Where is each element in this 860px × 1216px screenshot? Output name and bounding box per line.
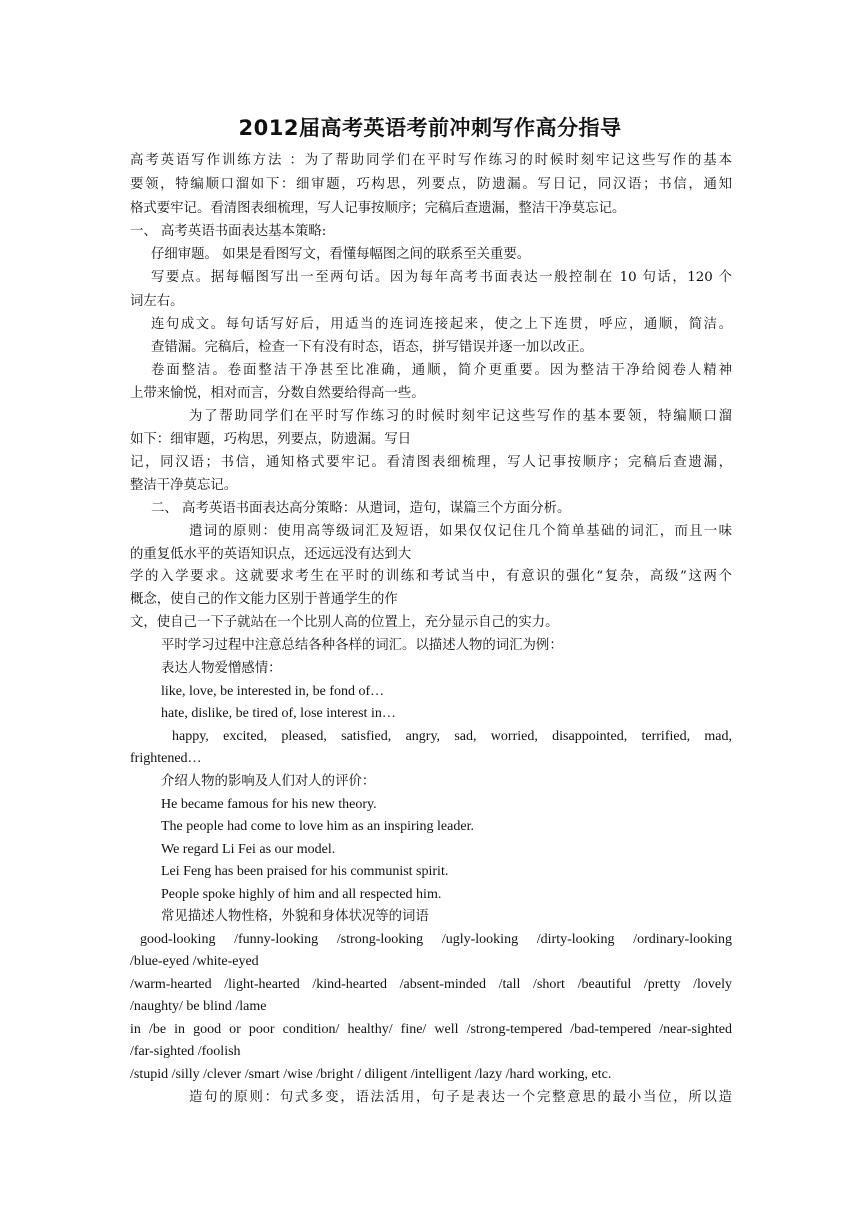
example-line: /warm-hearted /light-hearted /kind-hearted /absent-minded /tall /short /beautiful /pretty /lovely [130, 977, 732, 992]
paragraph-line: 为了帮助同学们在平时写作练习的时候时刻牢记这些写作的基本要领，特编顺口溜 [189, 409, 732, 424]
paragraph-line: 查错漏。完稿后，检查一下有没有时态，语态，拼写错误并逐一加以改正。 [151, 340, 593, 355]
example-line: /naughty/ be blind /lame [130, 999, 267, 1014]
paragraph-line: 格式要牢记。看清图表细梳理，写人记事按顺序；完稿后查遗漏，整洁干净莫忘记。 [130, 201, 626, 216]
paragraph-line: 学的入学要求。这就要求考生在平时的训练和考试当中，有意识的强化“复杂，高级”这两个 [130, 569, 732, 584]
example-line: like, love, be interested in, be fond of… [161, 684, 385, 699]
example-line: The people had come to love him as an inspiring leader. [161, 819, 474, 834]
paragraph-line: 如下：细审题，巧构思，列要点，防遗漏。写日 [130, 432, 412, 447]
example-line: /stupid /silly /clever /smart /wise /bright / diligent /intelligent /lazy /hard working, etc. [130, 1067, 612, 1082]
example-line: good-looking /funny-looking /strong-looking /ugly-looking /dirty-looking /ordinary-looking [140, 932, 732, 947]
paragraph-line: 常见描述人物性格，外貌和身体状况等的词语 [161, 909, 429, 924]
paragraph-line: 遣词的原则：使用高等级词汇及短语，如果仅仅记住几个简单基础的词汇，而且一味 [189, 524, 732, 539]
paragraph-line: 概念，使自己的作文能力区别于普通学生的作 [130, 592, 398, 607]
paragraph-line: 仔细审题。 如果是看图写文，看懂每幅图之间的联系至关重要。 [151, 247, 531, 262]
example-line: We regard Li Fei as our model. [161, 842, 336, 857]
section-heading: 一、 高考英语书面表达基本策略: [130, 224, 327, 239]
example-line: People spoke highly of him and all respected him. [161, 887, 442, 902]
example-line: happy, excited, pleased, satisfied, angry, sad, worried, disappointed, terrified, mad, [172, 729, 732, 744]
paragraph-line: 平时学习过程中注意总结各种各样的词汇。以描述人物的词汇为例： [161, 638, 563, 653]
paragraph-line: 连句成文。每句话写好后，用适当的连词连接起来，使之上下连贯，呼应，通顺，简洁。 [151, 317, 732, 332]
paragraph-line: 要领，特编顺口溜如下：细审题，巧构思，列要点，防遗漏。写日记，同汉语；书信，通知 [130, 177, 732, 192]
example-line: /blue-eyed /white-eyed [130, 954, 259, 969]
paragraph-line: 词左右。 [130, 294, 184, 309]
paragraph-line: 上带来愉悦，相对而言，分数自然要给得高一些。 [130, 386, 425, 401]
paragraph-line: 表达人物爱憎感情： [161, 661, 282, 676]
paragraph-line: 卷面整洁。卷面整洁干净甚至比准确，通顺，简介更重要。因为整洁干净给阅卷人精神 [151, 363, 732, 378]
paragraph-line: 文，使自己一下子就站在一个比别人高的位置上，充分显示自己的实力。 [130, 615, 559, 630]
example-line: hate, dislike, be tired of, lose interest in… [161, 706, 396, 721]
paragraph-line: 高考英语写作训练方法 ：为了帮助同学们在平时写作练习的时候时刻牢记这些写作的基本 [130, 153, 732, 168]
example-line: frightened… [130, 751, 202, 766]
paragraph-line: 造句的原则：句式多变，语法活用，句子是表达一个完整意思的最小当位，所以造 [189, 1090, 732, 1105]
section-heading: 二、 高考英语书面表达高分策略：从遣词，造句，谋篇三个方面分析。 [151, 501, 571, 516]
example-line: He became famous for his new theory. [161, 797, 377, 812]
example-line: Lei Feng has been praised for his communist spirit. [161, 864, 449, 879]
paragraph-line: 的重复低水平的英语知识点，还远远没有达到大 [130, 547, 412, 562]
document-title: 2012届高考英语考前冲刺写作高分指导 [238, 116, 622, 140]
example-line: in /be in good or poor condition/ healthy/ fine/ well /strong-tempered /bad-tempered /near-sighted [130, 1022, 732, 1037]
example-line: /far-sighted /foolish [130, 1044, 241, 1059]
paragraph-line: 介绍人物的影响及人们对人的评价： [161, 774, 376, 789]
paragraph-line: 记，同汉语；书信，通知格式要牢记。看清图表细梳理，写人记事按顺序；完稿后查遗漏， [130, 455, 732, 470]
paragraph-line: 写要点。据每幅图写出一至两句话。因为每年高考书面表达一般控制在 10 句话，120 个 [151, 270, 732, 285]
paragraph-line: 整洁干净莫忘记。 [130, 478, 238, 493]
